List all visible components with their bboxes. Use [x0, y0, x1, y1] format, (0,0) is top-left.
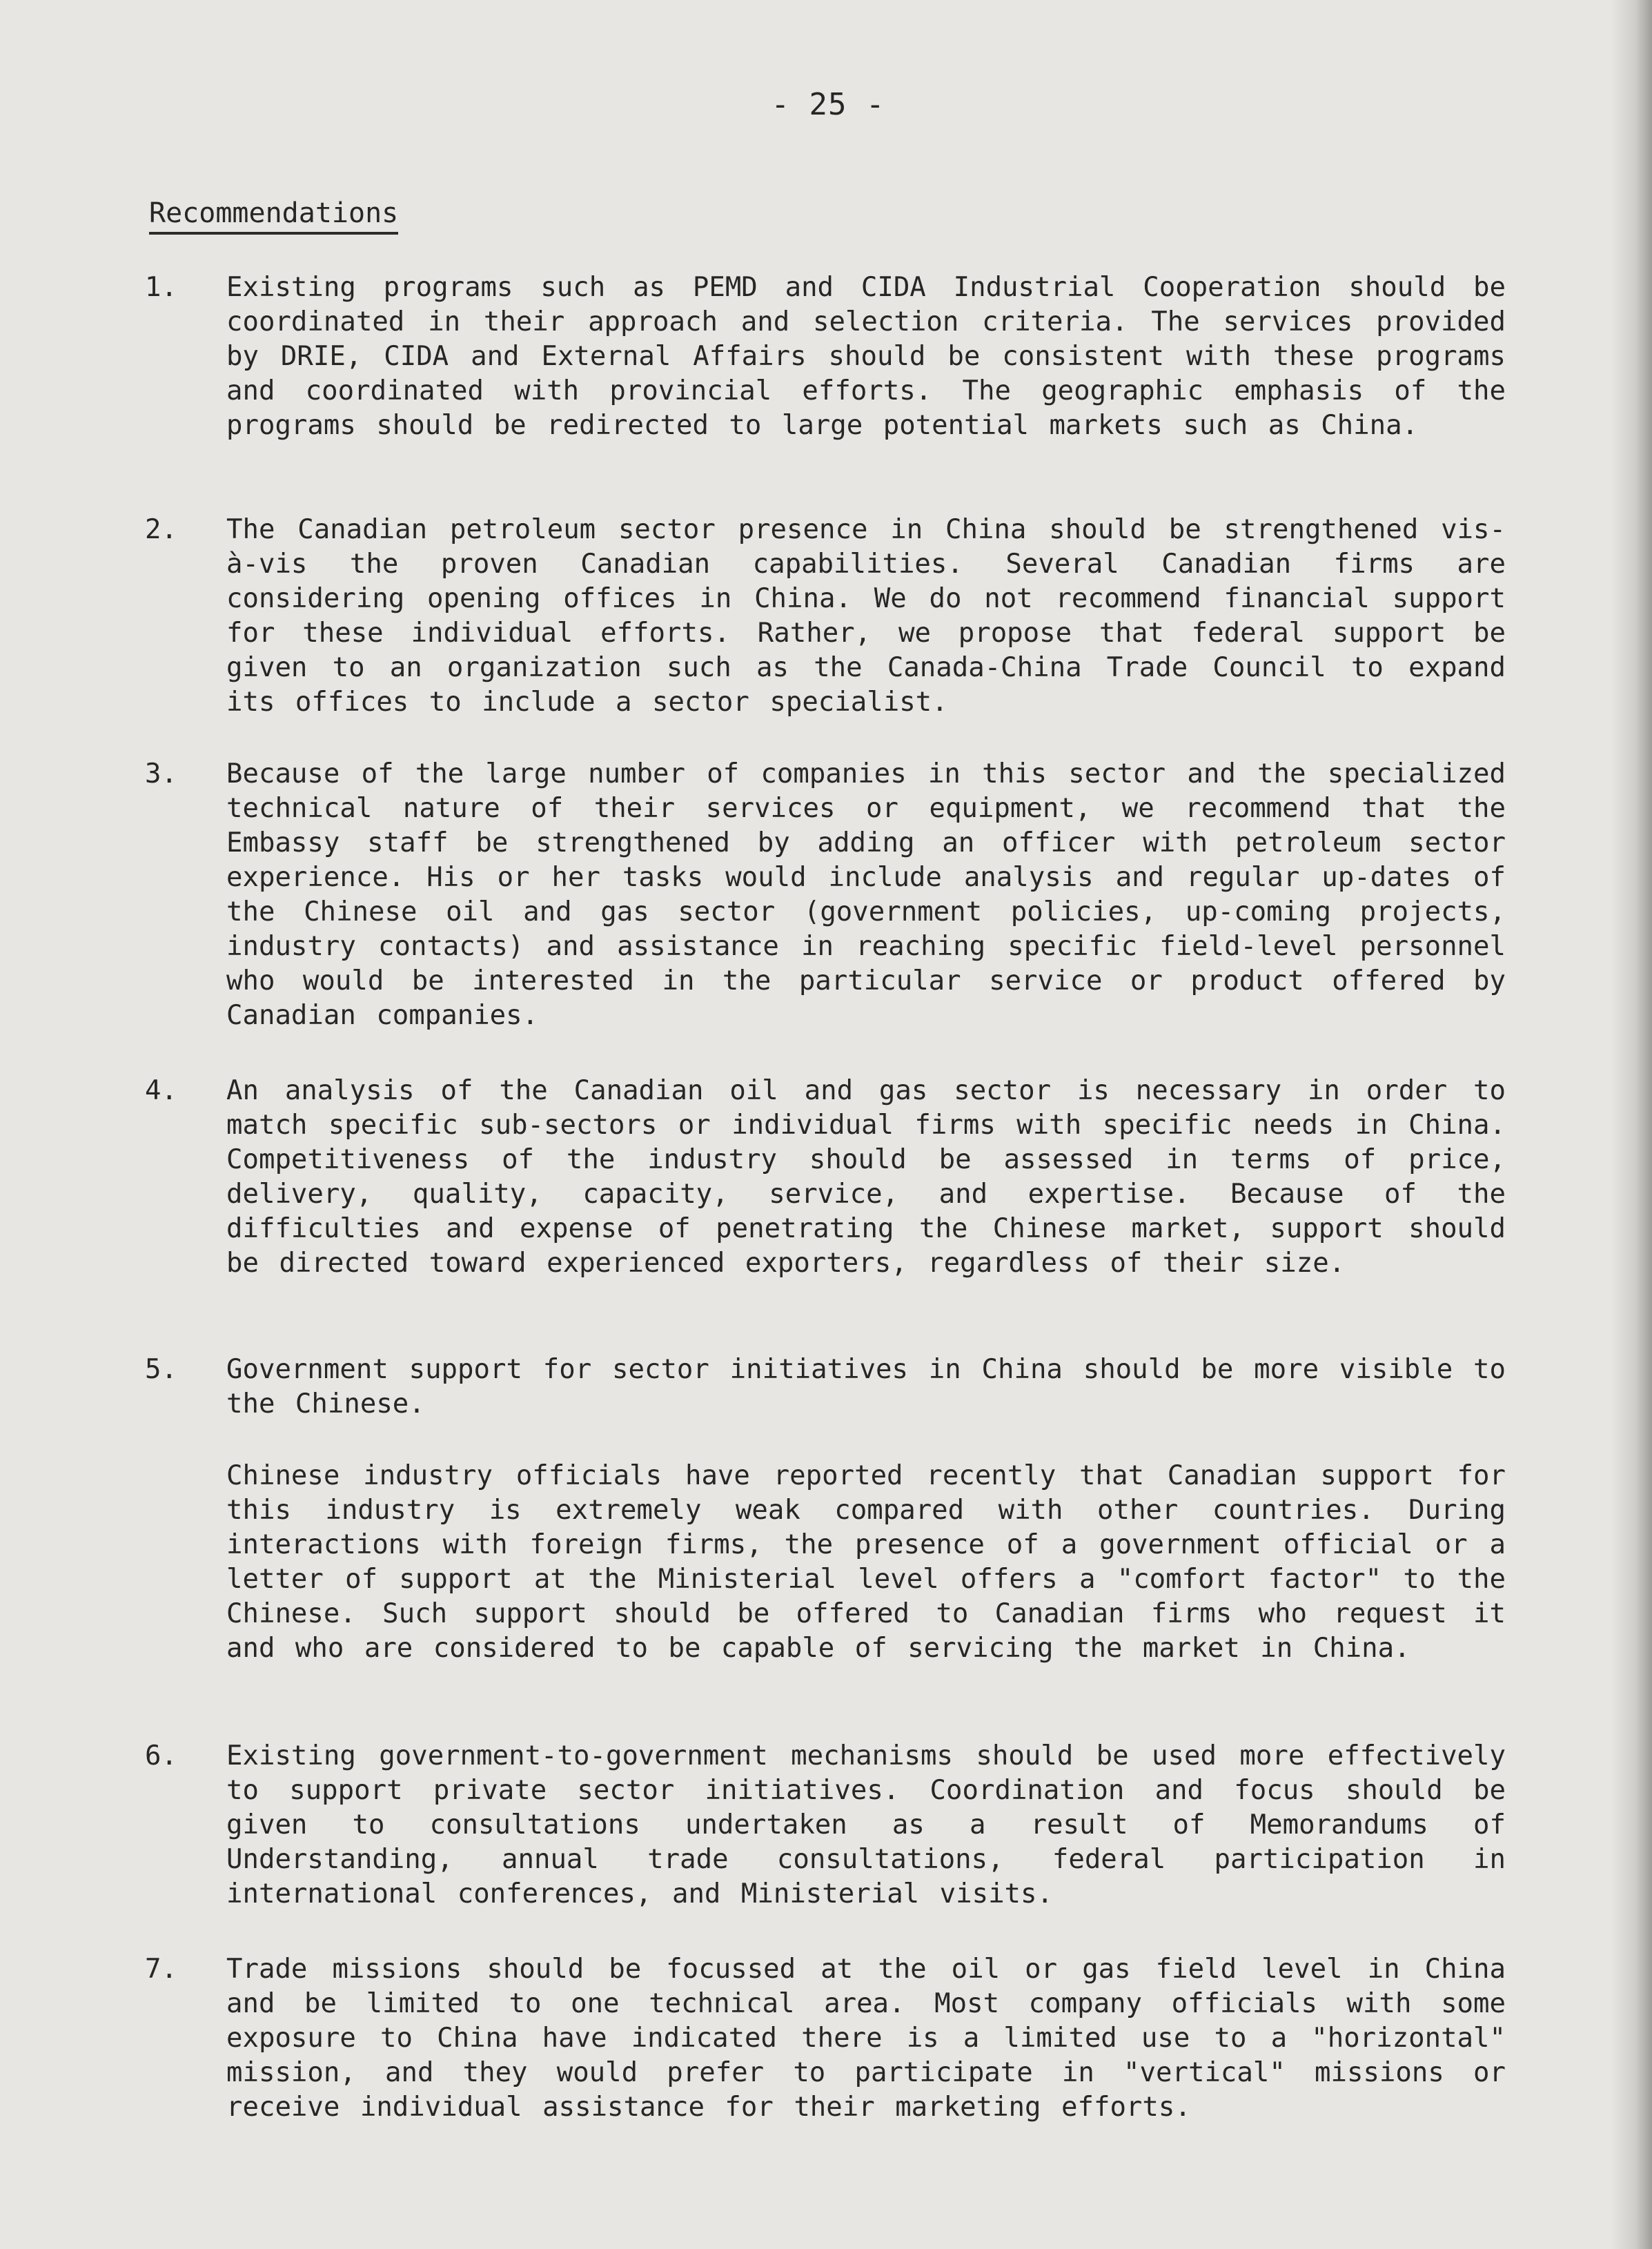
item-text: Existing programs such as PEMD and CIDA Industrial Cooperation should be coordinated in their approach and selection criteria. The services provided by DRIE, CIDA and External Affairs should be consistent with these programs and coordinated with provincial efforts. The geographic emphasis of the programs should be redirected to large potential markets such as China.: [226, 272, 1506, 441]
page-number: - 25 -: [771, 87, 885, 122]
recommendation-item-1: [145, 271, 1506, 443]
recommendation-5-continuation: Chinese industry officials have reported recently that Canadian support for this industry is extremely weak compared with other countries. During interactions with foreign firms, the presence of a government official or a letter of support at the Ministerial level offers a "comfort factor" to the Chinese. Such support should be offered to Canadian firms who request it and who are considered to be capable of servicing the market in China.: [226, 1460, 1506, 1664]
item-text: An analysis of the Canadian oil and gas sector is necessary in order to match specific sub-sectors or individual firms with specific needs in China. Competitiveness of the industry should be assessed in terms of price, delivery, quality, capacity, service, and expertise. Because of the difficulties and expense of penetrating the Chinese market, support should be directed toward experienced exporters, regardless of their size.: [226, 1075, 1506, 1279]
item-number: 6.: [145, 1740, 177, 1771]
recommendation-item-5: [145, 1353, 1506, 1422]
item-number: 2.: [145, 514, 177, 545]
item-text: Existing government-to-government mechanisms should be used more effectively to support private sector initiatives. Coordination and focus should be given to consultations undertaken as a result of Memorandums of Understanding, annual trade consultations, federal participation in international conferences, and Ministerial visits.: [226, 1740, 1506, 1909]
recommendation-item-2: [145, 513, 1506, 720]
section-heading: Recommendations: [149, 197, 398, 235]
item-text: Trade missions should be focussed at the oil or gas field level in China and be limited to one technical area. Most company officials with some exposure to China have indicated there is a limited use to a "horizontal" mission, and they would prefer to participate in "vertical" missions or receive individual assistance for their marketing efforts.: [226, 1954, 1506, 2123]
recommendation-item-7: [145, 1952, 1506, 2125]
item-number: 1.: [145, 272, 177, 303]
item-number: 5.: [145, 1354, 177, 1385]
item-number: 4.: [145, 1075, 177, 1106]
item-text: The Canadian petroleum sector presence in China should be strengthened vis-à-vis the proven Canadian capabilities. Several Canadian firms are considering opening offices in China. We do not recommend financial support for these individual efforts. Rather, we propose that federal support be given to an organization such as the Canada-China Trade Council to expand its offices to include a sector specialist.: [226, 514, 1506, 718]
page-edge-shadow: [1611, 0, 1652, 2249]
recommendation-item-4: [145, 1074, 1506, 1281]
item-text: Government support for sector initiatives in China should be more visible to the Chinese.: [226, 1354, 1506, 1420]
item-text: Because of the large number of companies in this sector and the specialized technical nature of their services or equipment, we recommend that the Embassy staff be strengthened by adding an officer with petroleum sector experience. His or her tasks would include analysis and regular up-dates of the Chinese oil and gas sector (government policies, up-coming projects, industry contacts) and assistance in reaching specific field-level personnel who would be interested in the particular service or product offered by Canadian companies.: [226, 758, 1506, 1031]
recommendation-item-3: [145, 757, 1506, 1033]
recommendation-item-6: [145, 1739, 1506, 1912]
item-number: 3.: [145, 758, 177, 789]
item-number: 7.: [145, 1954, 177, 1985]
